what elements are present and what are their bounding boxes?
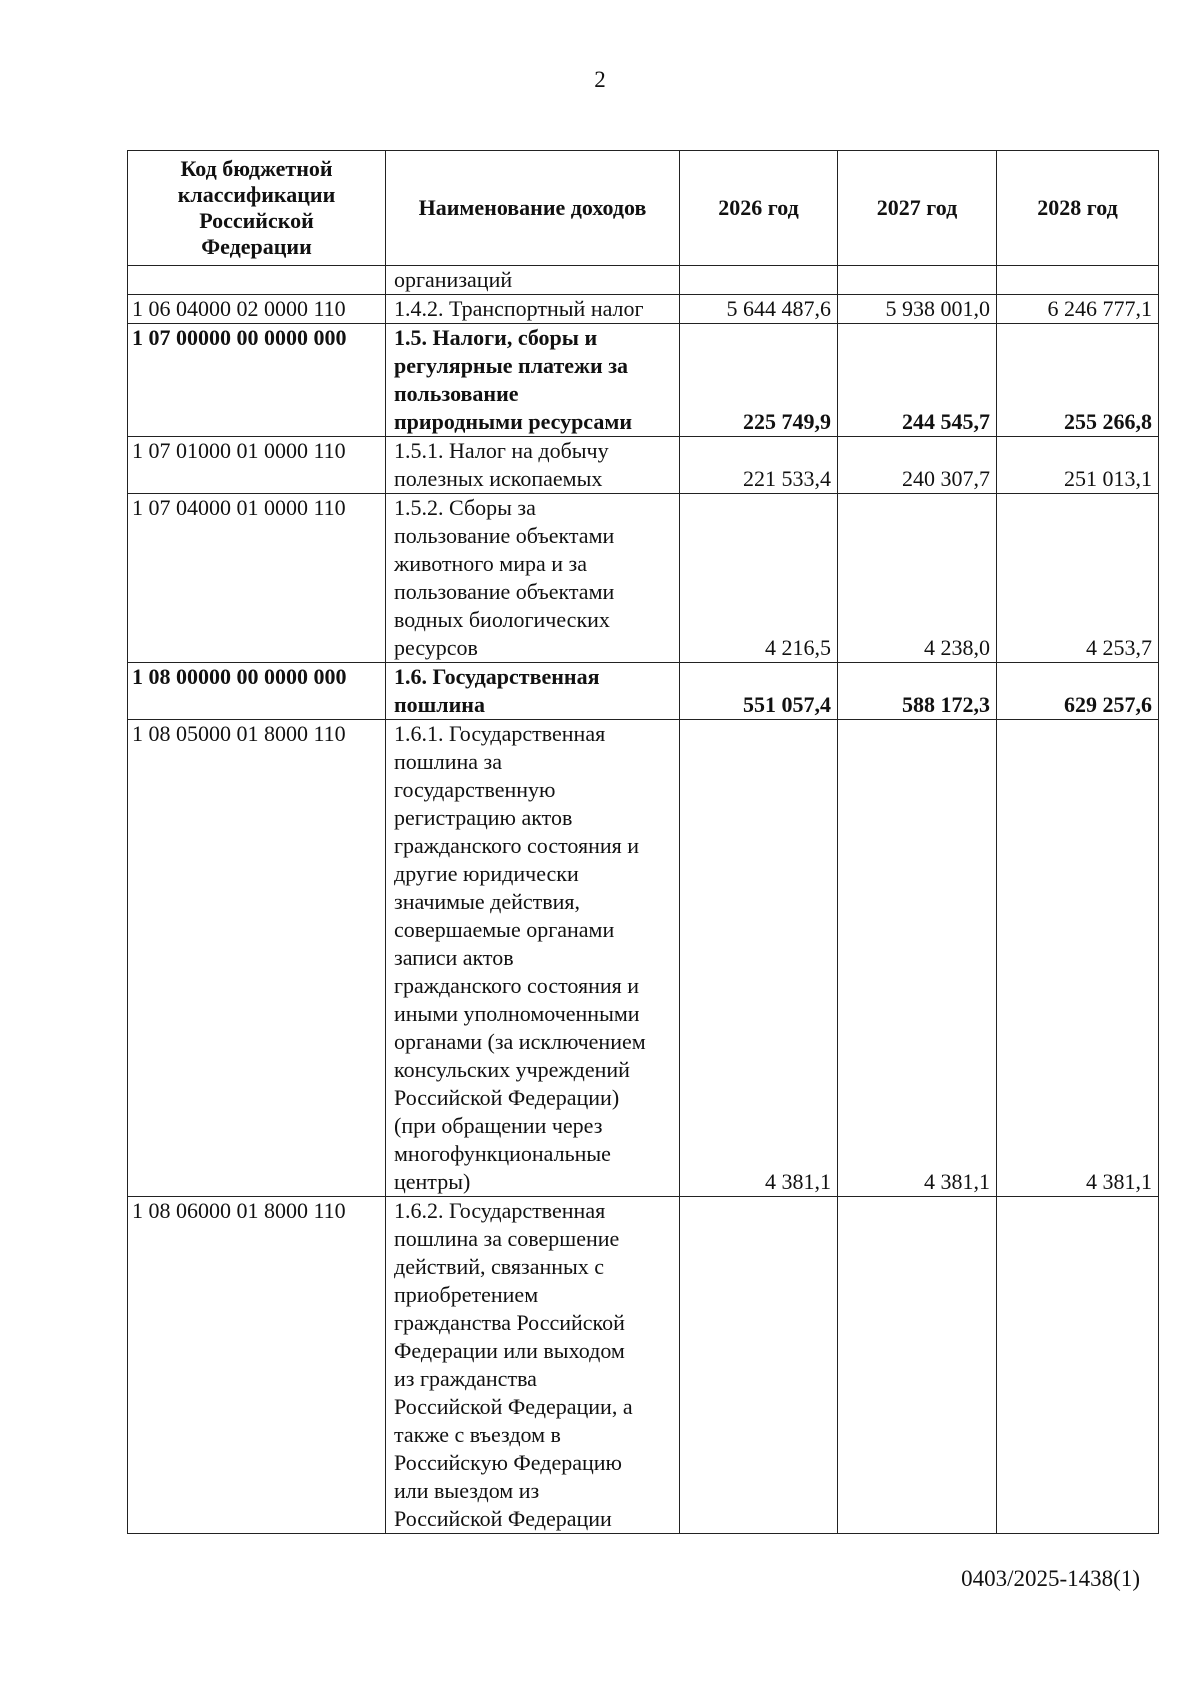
revenue-name-line: другие юридически — [394, 861, 579, 886]
amount-2026-cell — [680, 266, 838, 295]
amount-2027-cell: 4 238,0 — [838, 494, 997, 663]
table-header-row — [128, 151, 1159, 266]
table-row — [128, 663, 1159, 720]
revenue-name-line: (при обращении через — [394, 1113, 603, 1138]
amount-2026-cell: 551 057,4 — [680, 663, 838, 720]
revenue-name-line: регистрацию актов — [394, 805, 573, 830]
budget-code-cell: 1 06 04000 02 0000 110 — [128, 295, 386, 324]
revenue-name-line: действий, связанных с — [394, 1254, 605, 1279]
amount-2027-cell: 4 381,1 — [838, 720, 997, 1197]
budget-code-cell: 1 08 00000 00 0000 000 — [128, 663, 386, 720]
revenue-name-line: многофункциональные — [394, 1141, 611, 1166]
revenue-name-line: животного мира и за — [394, 551, 587, 576]
header-2028: 2028 год — [997, 151, 1159, 266]
revenue-name-line: 1.4.2. Транспортный налог — [394, 296, 644, 321]
revenue-name-line: Российской Федерации, а — [394, 1394, 633, 1419]
revenue-name-line: полезных ископаемых — [394, 466, 603, 491]
document-number: 0403/2025-1438(1) — [961, 1566, 1140, 1591]
revenue-name-line: организаций — [394, 267, 513, 292]
amount-2028-cell: 251 013,1 — [997, 437, 1159, 494]
table-row — [128, 266, 1159, 295]
page-number: 2 — [594, 67, 606, 92]
amount-2027-cell — [838, 266, 997, 295]
revenue-name-cell — [386, 720, 680, 1197]
revenue-name-cell — [386, 266, 680, 295]
table-row — [128, 295, 1159, 324]
revenue-name-line: значимые действия, — [394, 889, 581, 914]
revenue-name-cell — [386, 437, 680, 494]
revenue-name-line: записи актов — [394, 945, 514, 970]
revenue-name-line: пошлина — [394, 692, 485, 717]
revenue-name-line: совершаемые органами — [394, 917, 615, 942]
revenue-name-line: 1.6.2. Государственная — [394, 1198, 606, 1223]
amount-2028-cell — [997, 266, 1159, 295]
revenue-name-cell — [386, 663, 680, 720]
revenue-name-line: также с въездом в — [394, 1422, 561, 1447]
revenue-name-line: консульских учреждений — [394, 1057, 630, 1082]
revenue-name-line: пошлина за — [394, 749, 502, 774]
amount-2028-cell: 629 257,6 — [997, 663, 1159, 720]
amount-2027-cell: 244 545,7 — [838, 324, 997, 437]
revenue-name-line: приобретением — [394, 1282, 539, 1307]
revenue-name-line: государственную — [394, 777, 556, 802]
amount-2027-cell: 588 172,3 — [838, 663, 997, 720]
budget-code-cell: 1 07 01000 01 0000 110 — [128, 437, 386, 494]
amount-2028-cell: 255 266,8 — [997, 324, 1159, 437]
header-2026: 2026 год — [680, 151, 838, 266]
table-row — [128, 720, 1159, 1197]
revenue-name-line: Федерации или выходом — [394, 1338, 625, 1363]
amount-2026-cell: 4 381,1 — [680, 720, 838, 1197]
header-name: Наименование доходов — [386, 151, 680, 266]
amount-2026-cell: 4 216,5 — [680, 494, 838, 663]
revenue-name-line: гражданского состояния и — [394, 973, 640, 998]
revenue-name-line: Российской Федерации) — [394, 1085, 620, 1110]
budget-code-cell: 1 08 05000 01 8000 110 — [128, 720, 386, 1197]
amount-2027-cell: 240 307,7 — [838, 437, 997, 494]
table-row — [128, 324, 1159, 437]
revenue-name-line: или выездом из — [394, 1478, 540, 1503]
amount-2028-cell — [997, 1197, 1159, 1534]
revenue-name-line: центры) — [394, 1169, 471, 1194]
revenue-name-cell — [386, 324, 680, 437]
header-code: Код бюджетной классификации Российской Федерации — [128, 151, 386, 266]
amount-2028-cell: 4 253,7 — [997, 494, 1159, 663]
amount-2026-cell — [680, 1197, 838, 1534]
revenue-name-line: 1.5.1. Налог на добычу — [394, 438, 609, 463]
budget-code-cell: 1 07 00000 00 0000 000 — [128, 324, 386, 437]
revenue-name-line: регулярные платежи за — [394, 353, 629, 378]
revenue-name-line: 1.5.2. Сборы за — [394, 495, 536, 520]
revenue-name-line: 1.6.1. Государственная — [394, 721, 606, 746]
budget-code-cell: 1 08 06000 01 8000 110 — [128, 1197, 386, 1534]
budget-revenue-table — [127, 150, 1159, 1534]
revenue-name-line: из гражданства — [394, 1366, 537, 1391]
revenue-name-line: 1.6. Государственная — [394, 664, 600, 689]
revenue-name-line: пользование — [394, 381, 519, 406]
revenue-name-cell — [386, 494, 680, 663]
amount-2026-cell: 5 644 487,6 — [680, 295, 838, 324]
revenue-name-line: природными ресурсами — [394, 409, 633, 434]
amount-2028-cell: 4 381,1 — [997, 720, 1159, 1197]
revenue-name-line: Российскую Федерацию — [394, 1450, 622, 1475]
amount-2027-cell — [838, 1197, 997, 1534]
revenue-name-line: Российской Федерации — [394, 1506, 612, 1531]
revenue-name-line: иными уполномоченными — [394, 1001, 640, 1026]
header-2027: 2027 год — [838, 151, 997, 266]
revenue-name-cell — [386, 1197, 680, 1534]
amount-2028-cell: 6 246 777,1 — [997, 295, 1159, 324]
revenue-name-line: 1.5. Налоги, сборы и — [394, 325, 598, 350]
revenue-name-line: водных биологических — [394, 607, 610, 632]
table-row — [128, 437, 1159, 494]
budget-code-cell: 1 07 04000 01 0000 110 — [128, 494, 386, 663]
budget-code-cell — [128, 266, 386, 295]
revenue-name-line: органами (за исключением — [394, 1029, 646, 1054]
revenue-name-line: ресурсов — [394, 635, 478, 660]
revenue-name-cell — [386, 295, 680, 324]
amount-2027-cell: 5 938 001,0 — [838, 295, 997, 324]
table-body — [128, 266, 1159, 1534]
table-row — [128, 1197, 1159, 1534]
table-row — [128, 494, 1159, 663]
amount-2026-cell: 225 749,9 — [680, 324, 838, 437]
revenue-name-line: пошлина за совершение — [394, 1226, 620, 1251]
revenue-name-line: пользование объектами — [394, 579, 615, 604]
amount-2026-cell: 221 533,4 — [680, 437, 838, 494]
revenue-name-line: пользование объектами — [394, 523, 615, 548]
revenue-name-line: гражданства Российской — [394, 1310, 625, 1335]
revenue-name-line: гражданского состояния и — [394, 833, 640, 858]
